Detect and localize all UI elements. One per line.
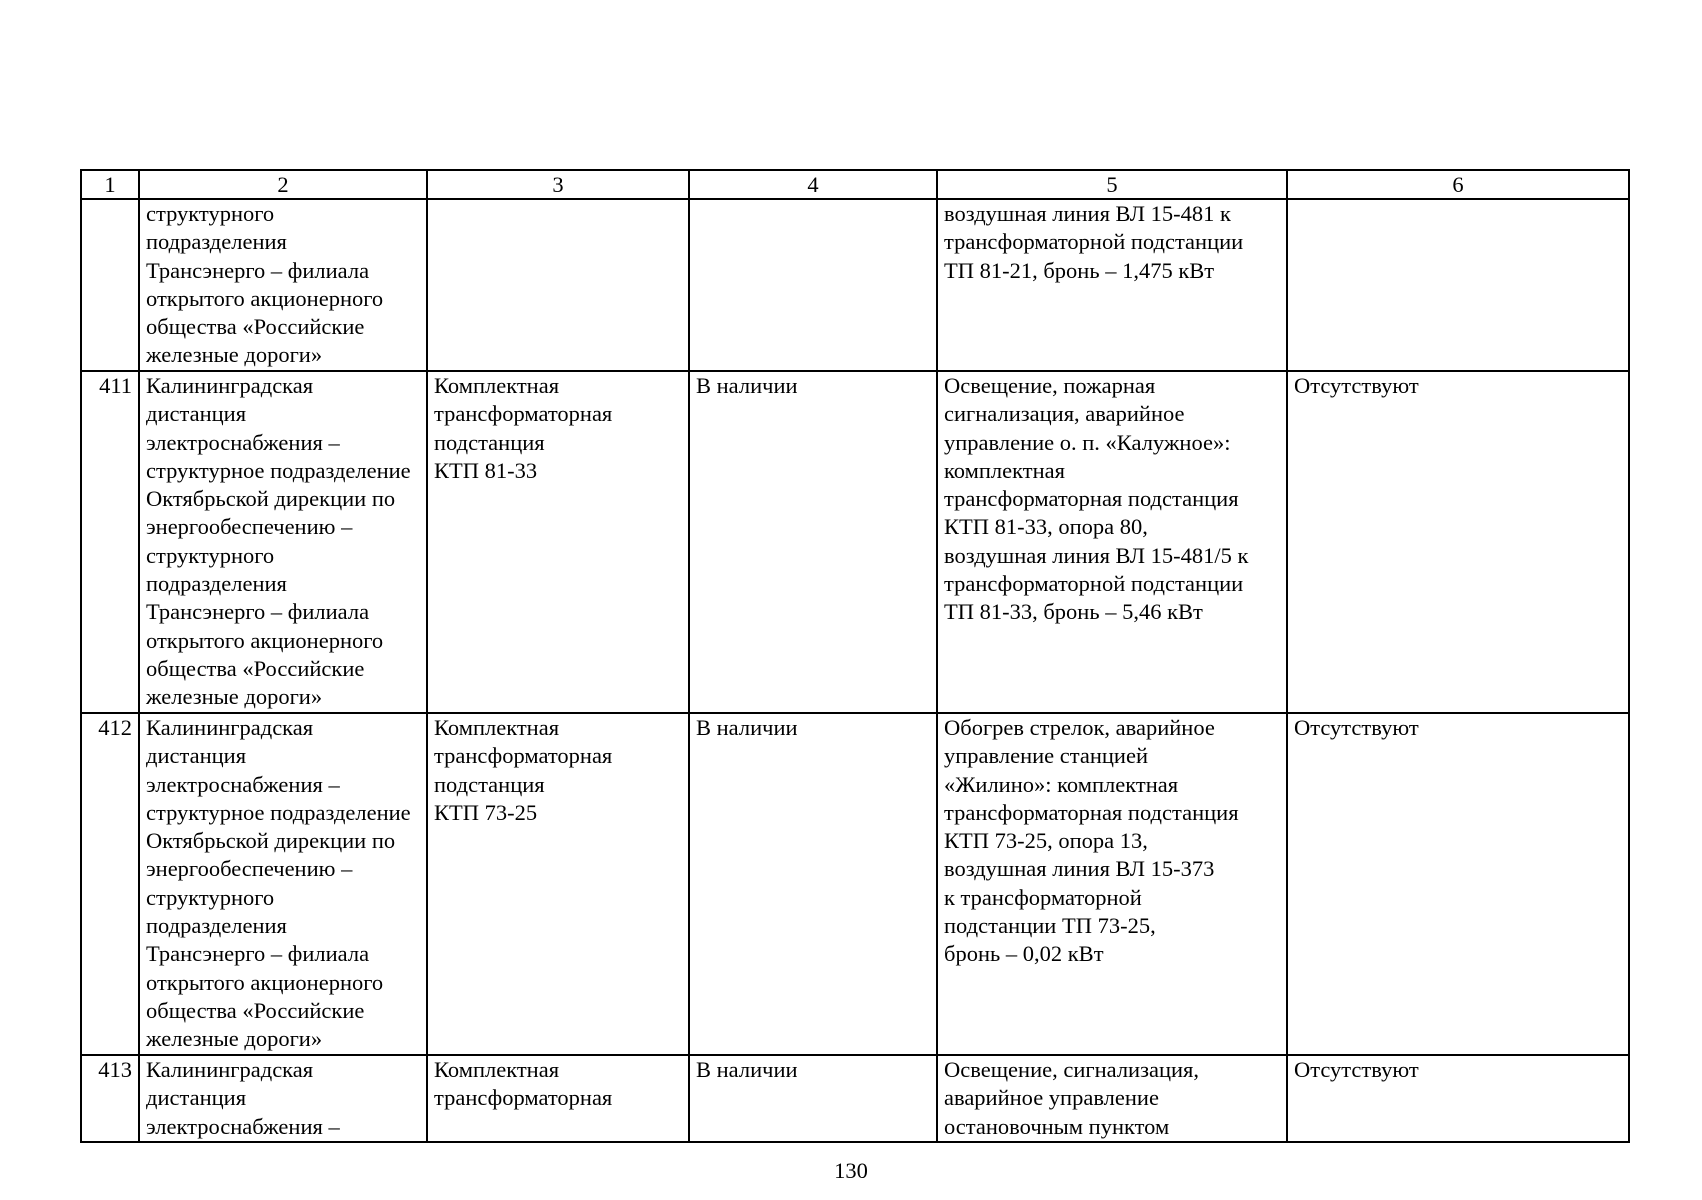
col-header-2: 2 xyxy=(139,170,427,199)
object-cell xyxy=(427,371,689,713)
object-line: трансформаторная xyxy=(434,1085,613,1111)
consumers-line: воздушная линия ВЛ 15-481/5 к xyxy=(944,542,1249,568)
owner-line: структурного xyxy=(146,542,275,568)
status-cell: В наличии xyxy=(689,713,937,1055)
owner-line: Калининградская xyxy=(146,373,314,398)
consumers-line: трансформаторной подстанции xyxy=(944,571,1244,597)
object-line: трансформаторная xyxy=(434,401,613,427)
consumers-line: бронь – 0,02 кВт xyxy=(944,941,1104,967)
owner-line: структурное подразделение xyxy=(146,799,411,825)
col-header-3: 3 xyxy=(427,170,689,199)
consumers-line: комплектная xyxy=(944,457,1065,483)
consumers-line: остановочным пунктом xyxy=(944,1113,1170,1139)
owner-line: железные дороги» xyxy=(146,1026,323,1052)
consumers-line: Освещение, пожарная xyxy=(944,373,1156,398)
status-cell: В наличии xyxy=(689,1055,937,1142)
object-line: подстанция xyxy=(434,429,545,455)
consumers-cell xyxy=(937,1055,1287,1142)
owner-cell xyxy=(139,371,427,713)
owner-line: железные дороги» xyxy=(146,342,323,368)
owner-line: подразделения xyxy=(146,571,287,597)
notes-cell xyxy=(1287,199,1629,371)
owner-line: открытого акционерного xyxy=(146,627,384,653)
notes-cell: Отсутствуют xyxy=(1287,1055,1629,1142)
consumers-line: сигнализация, аварийное xyxy=(944,401,1185,427)
consumers-line: к трансформаторной xyxy=(944,884,1142,910)
owner-line: общества «Российские xyxy=(146,655,365,681)
owner-line: Трансэнерго – филиала xyxy=(146,599,370,625)
owner-line: структурное подразделение xyxy=(146,457,411,483)
row-number-cell: 413 xyxy=(81,1055,139,1142)
consumers-cell xyxy=(937,371,1287,713)
document-table xyxy=(80,169,1630,1143)
object-cell xyxy=(427,199,689,371)
owner-line: электроснабжения – xyxy=(146,429,340,455)
consumers-line: Обогрев стрелок, аварийное xyxy=(944,715,1215,740)
object-cell xyxy=(427,713,689,1055)
owner-line: открытого акционерного xyxy=(146,969,384,995)
object-line: трансформаторная xyxy=(434,743,613,769)
owner-line: подразделения xyxy=(146,913,287,939)
owner-line: электроснабжения – xyxy=(146,1113,340,1139)
object-line: Комплектная xyxy=(434,373,560,398)
consumers-line: ТП 81-21, бронь – 1,475 кВт xyxy=(944,257,1215,283)
row-number-cell: 411 xyxy=(81,371,139,713)
consumers-line: КТП 81-33, опора 80, xyxy=(944,514,1148,540)
owner-line: Трансэнерго – филиала xyxy=(146,257,370,283)
owner-line: электроснабжения – xyxy=(146,771,340,797)
table-row xyxy=(81,371,1629,713)
col-header-6: 6 xyxy=(1287,170,1629,199)
consumers-line: подстанции ТП 73-25, xyxy=(944,913,1156,939)
table-row xyxy=(81,713,1629,1055)
col-header-4: 4 xyxy=(689,170,937,199)
consumers-line: Освещение, сигнализация, xyxy=(944,1057,1200,1082)
consumers-line: КТП 73-25, опора 13, xyxy=(944,828,1148,854)
object-cell xyxy=(427,1055,689,1142)
notes-cell: Отсутствуют xyxy=(1287,713,1629,1055)
consumers-line: управление станцией xyxy=(944,743,1148,769)
consumers-line: воздушная линия ВЛ 15-373 xyxy=(944,856,1215,882)
owner-cell xyxy=(139,1055,427,1142)
consumers-cell xyxy=(937,713,1287,1055)
consumers-cell xyxy=(937,199,1287,371)
owner-line: структурного xyxy=(146,884,275,910)
owner-line: железные дороги» xyxy=(146,684,323,710)
consumers-line: аварийное управление xyxy=(944,1085,1159,1111)
owner-line: Октябрьской дирекции по xyxy=(146,828,396,854)
consumers-line: ТП 81-33, бронь – 5,46 кВт xyxy=(944,599,1203,625)
consumers-line: «Жилино»: комплектная xyxy=(944,771,1179,797)
object-line: Комплектная xyxy=(434,715,560,740)
owner-line: Октябрьской дирекции по xyxy=(146,486,396,512)
consumers-line: воздушная линия ВЛ 15-481 к xyxy=(944,201,1231,226)
owner-cell xyxy=(139,199,427,371)
owner-line: Калининградская xyxy=(146,715,314,740)
consumers-line: управление о. п. «Калужное»: xyxy=(944,429,1231,455)
owner-line: энергообеспечению – xyxy=(146,514,353,540)
page-number: 130 xyxy=(834,1158,868,1183)
col-header-5: 5 xyxy=(937,170,1287,199)
object-line: Комплектная xyxy=(434,1057,560,1082)
object-line: КТП 73-25 xyxy=(434,799,538,825)
object-line: КТП 81-33 xyxy=(434,457,538,483)
object-line: подстанция xyxy=(434,771,545,797)
owner-line: открытого акционерного xyxy=(146,285,384,311)
col-header-1: 1 xyxy=(81,170,139,199)
owner-line: дистанция xyxy=(146,1085,247,1111)
status-cell: В наличии xyxy=(689,371,937,713)
owner-line: энергообеспечению – xyxy=(146,856,353,882)
owner-line: общества «Российские xyxy=(146,314,365,340)
owner-line: структурного xyxy=(146,201,275,226)
owner-line: дистанция xyxy=(146,401,247,427)
status-cell xyxy=(689,199,937,371)
table-row xyxy=(81,199,1629,371)
owner-line: подразделения xyxy=(146,229,287,255)
owner-line: Калининградская xyxy=(146,1057,314,1082)
consumers-line: трансформаторная подстанция xyxy=(944,799,1239,825)
row-number-cell: 412 xyxy=(81,713,139,1055)
owner-cell xyxy=(139,713,427,1055)
row-number-cell xyxy=(81,199,139,371)
table-row xyxy=(81,1055,1629,1142)
consumers-line: трансформаторная подстанция xyxy=(944,486,1239,512)
owner-line: общества «Российские xyxy=(146,997,365,1023)
owner-line: Трансэнерго – филиала xyxy=(146,941,370,967)
consumers-line: трансформаторной подстанции xyxy=(944,229,1244,255)
owner-line: дистанция xyxy=(146,743,247,769)
header-row xyxy=(81,170,1629,199)
notes-cell: Отсутствуют xyxy=(1287,371,1629,713)
